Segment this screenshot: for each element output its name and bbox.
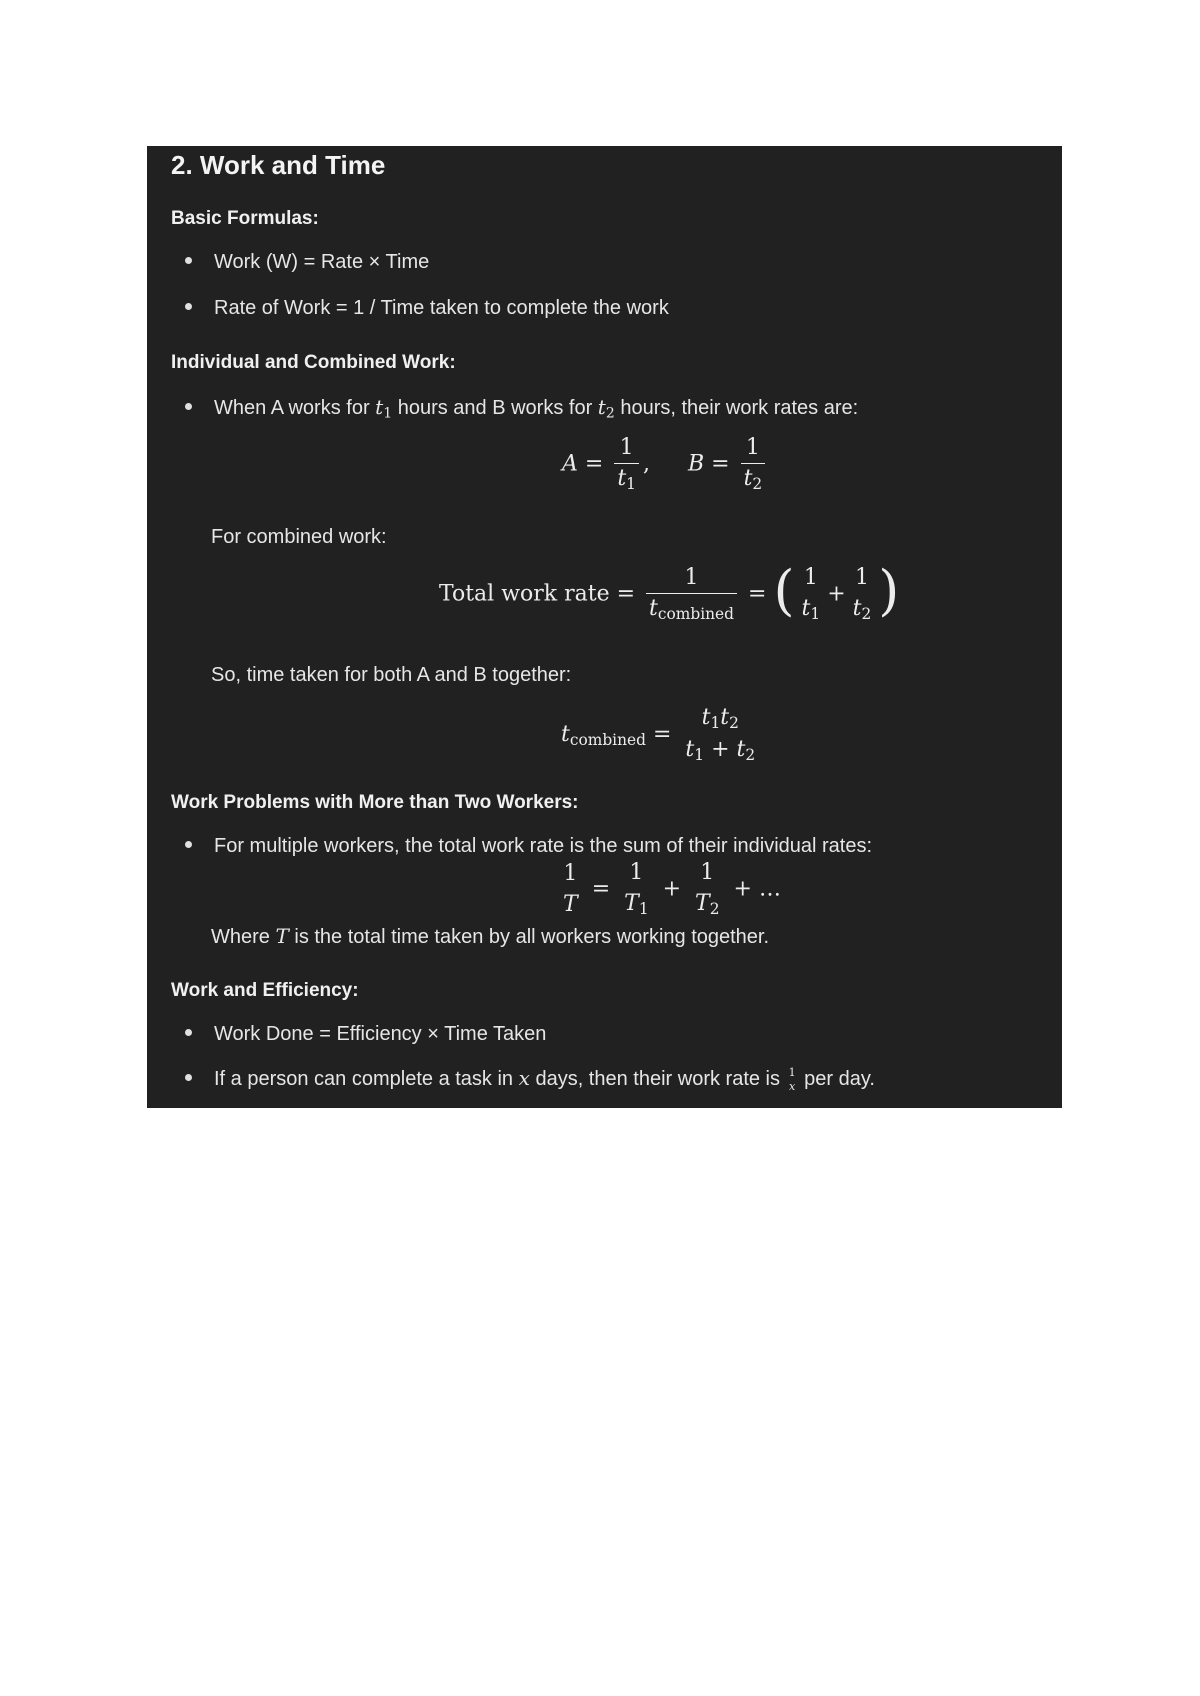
list-item: When A works for $t_1$ hours and B works for $t_2$ hours, their work rates are: bbox=[185, 395, 858, 422]
efficiency-heading: Work and Efficiency: bbox=[171, 980, 359, 1001]
section-title: 2. Work and Time bbox=[171, 150, 386, 180]
list-item: Work Done = Efficiency × Time Taken bbox=[185, 1023, 546, 1046]
bullet-icon bbox=[185, 841, 192, 848]
where-text: Where T is the total time taken by all workers working together. bbox=[211, 924, 770, 948]
individual-combined-heading: Individual and Combined Work: bbox=[171, 352, 456, 373]
bullet-icon bbox=[185, 1029, 192, 1036]
list-item: For multiple workers, the total work rate is the sum of their individual rates: bbox=[185, 835, 872, 858]
combined-time-equation: $t_{combined}$ = $t_1t_2$ $t_1 + t_2$ bbox=[561, 705, 756, 764]
list-item: If a person can complete a task in x days, then their work rate is 1 x per day. bbox=[185, 1066, 875, 1092]
list-item: Rate of Work = 1 / Time taken to complete the work bbox=[185, 297, 669, 320]
sum-rates-equation: 1 T = 1 $T_1$ + 1 $T_2$ + … bbox=[563, 860, 781, 919]
bullet-icon bbox=[185, 303, 192, 310]
basic-formulas-heading: Basic Formulas: bbox=[171, 208, 319, 229]
rates-equation: A = $\frac{1}{t_1}$ , B = $\frac{1}{t_2}$ bbox=[562, 436, 769, 493]
bullet-icon bbox=[185, 257, 192, 264]
multiple-workers-heading: Work Problems with More than Two Workers: bbox=[171, 792, 579, 813]
together-text: So, time taken for both A and B together: bbox=[211, 664, 572, 686]
bullet-icon bbox=[185, 403, 192, 410]
bullet-icon bbox=[185, 1074, 192, 1081]
total-rate-equation: Total work rate = $\frac{1}{t_{combined}}$ = ( 1 $t_1$ + 1 $t_2$ ) bbox=[439, 559, 900, 624]
list-item: Work (W) = Rate × Time bbox=[185, 251, 429, 274]
combined-text: For combined work: bbox=[211, 526, 387, 548]
content-panel bbox=[147, 146, 1062, 1108]
